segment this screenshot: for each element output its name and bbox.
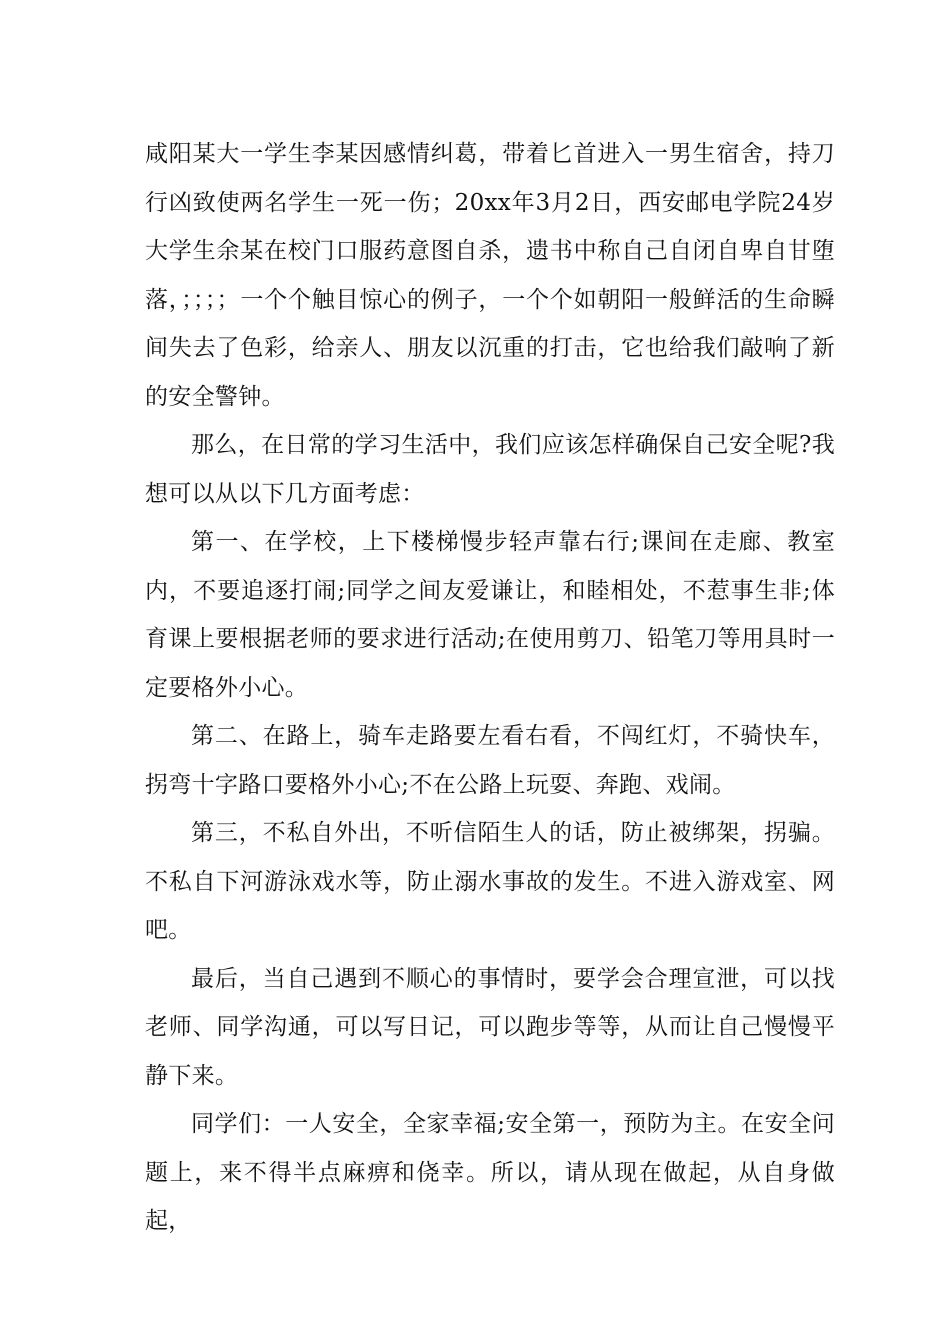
paragraph-7: 同学们：一人安全，全家幸福;安全第一，预防为主。在安全问题上，来不得半点麻痹和侥幸。所以，请从现在做起，从自身做起， bbox=[145, 1111, 835, 1234]
document-body bbox=[145, 130, 835, 1246]
paragraph-3: 第一、在学校，上下楼梯慢步轻声靠右行;课间在走廊、教室内，不要追逐打闹;同学之间友爱谦让，和睦相处，不惹事生非;体育课上要根据老师的要求进行活动;在使用剪刀、铅笔刀等用具时一定要格外小心。 bbox=[145, 529, 835, 701]
paragraph-4: 第二、在路上，骑车走路要左看右看，不闯红灯，不骑快车，拐弯十字路口要格外小心;不在公路上玩耍、奔跑、戏闹。 bbox=[145, 723, 835, 798]
paragraph-6: 最后，当自己遇到不顺心的事情时，要学会合理宣泄，可以找老师、同学沟通，可以写日记，可以跑步等等，从而让自己慢慢平静下来。 bbox=[145, 965, 835, 1089]
paragraph-1: 咸阳某大一学生李某因感情纠葛，带着匕首进入一男生宿舍，持刀行凶致使两名学生一死一伤；20xx年3月2日，西安邮电学院24岁大学生余某在校门口服药意图自杀，遗书中称自己自闭自卑自甘堕落，；；；；一个个触目惊心的例子，一个个如朝阳一般鲜活的生命瞬间失去了色彩，给亲人、朋友以沉重的打击，它也给我们敲响了新的安全警钟。 bbox=[145, 141, 835, 410]
paragraph-5: 第三，不私自外出，不听信陌生人的话，防止被绑架，拐骗。不私自下河游泳戏水等，防止溺水事故的发生。不进入游戏室、网吧。 bbox=[145, 820, 835, 943]
paragraph-2: 那么，在日常的学习生活中，我们应该怎样确保自己安全呢?我想可以从以下几方面考虑： bbox=[145, 432, 835, 507]
